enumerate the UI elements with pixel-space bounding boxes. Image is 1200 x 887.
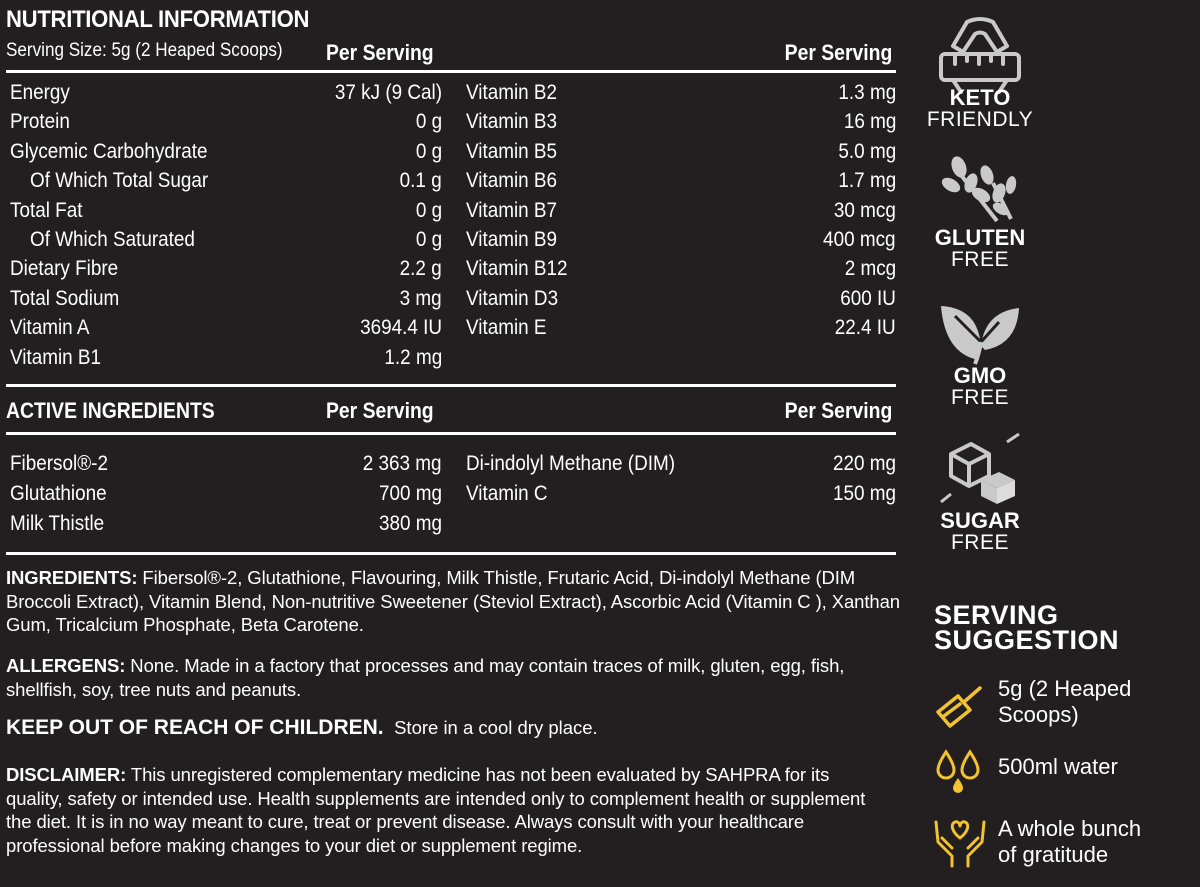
keto-label: KETO [949, 85, 1011, 110]
row-label: Total Fat [10, 198, 83, 222]
gmo-label: GMO [953, 363, 1007, 388]
nutrition-top-rule [6, 70, 896, 73]
active-right-column [466, 452, 896, 547]
serving-scoop-line1: 5g (2 Heaped [998, 676, 1132, 701]
active-bottom-rule [6, 552, 896, 555]
heart-hands-icon [930, 812, 990, 868]
gluten-sub: FREE [950, 248, 1009, 271]
table-row [466, 257, 896, 286]
row-value: 700 mg [378, 482, 442, 505]
row-value: 2.2 g [399, 257, 442, 281]
table-row [466, 287, 896, 316]
row-label: Vitamin E [466, 316, 547, 340]
row-label: Vitamin D3 [466, 286, 559, 310]
table-row [10, 110, 442, 139]
row-value: 1.3 mg [838, 81, 896, 104]
table-row [10, 512, 442, 542]
row-value: 1.7 mg [838, 169, 896, 193]
gmo-badge [905, 298, 1055, 418]
table-row [10, 316, 442, 345]
table-row [10, 140, 442, 169]
row-label: Milk Thistle [10, 512, 105, 535]
table-row [10, 482, 442, 512]
table-row [466, 452, 896, 482]
table-row [466, 316, 896, 345]
row-label: Vitamin B9 [466, 228, 558, 251]
row-label: Glycemic Carbohydrate [10, 139, 208, 163]
sugar-badge [905, 432, 1055, 552]
serving-water-line1: 500ml water [998, 754, 1118, 779]
row-value: 3694.4 IU [360, 316, 442, 340]
nutrition-bottom-rule [6, 384, 896, 387]
row-value: 2 mcg [844, 257, 896, 281]
disclaimer-text: This unregistered complementary medicine has not been evaluated by SAHPRA for its quality, safety or intended use. Health supplements are intended only to complement health or supplement the diet. It is in no way meant to cure, treat or prevent disease. Always consult with your healthcare professional before making changes to your diet or supplement regime. [6, 764, 866, 856]
nutrition-left-column [10, 81, 442, 381]
serving-size: Serving Size: 5g (2 Heaped Scoops) [6, 40, 283, 61]
allergens-label: ALLERGENS: [6, 655, 126, 676]
table-row [10, 452, 442, 482]
row-value: 16 mg [843, 110, 896, 134]
keto-measuring-tape-icon [935, 12, 1025, 96]
row-label: Glutathione [10, 482, 107, 505]
per-serving-left-header: Per Serving [326, 40, 434, 65]
row-value: 380 mg [378, 512, 442, 535]
gmo-sub: FREE [950, 386, 1009, 409]
table-row [466, 228, 896, 257]
sugar-cube-icon [937, 432, 1027, 508]
ingredients-block [6, 566, 906, 637]
table-row [466, 482, 896, 512]
row-value: 600 IU [840, 286, 896, 310]
row-value: 0 g [415, 139, 442, 163]
row-value: 37 kJ (9 Cal) [334, 81, 442, 104]
keto-badge [905, 12, 1055, 132]
row-label: Vitamin B6 [466, 169, 558, 193]
table-row [466, 199, 896, 228]
row-value: 0 g [415, 110, 442, 134]
ingredients-label: INGREDIENTS: [6, 567, 138, 588]
row-label: Vitamin B12 [466, 257, 568, 281]
table-row [10, 228, 442, 257]
row-value: 3 mg [399, 286, 442, 310]
row-label: Di-indolyl Methane (DIM) [466, 452, 676, 475]
row-value: 0 g [415, 228, 442, 251]
nutrition-right-column [466, 81, 896, 381]
row-label: Vitamin B2 [466, 81, 558, 104]
row-value: 0.1 g [399, 169, 442, 193]
row-value: 400 mcg [823, 228, 896, 251]
table-row [10, 199, 442, 228]
row-label: Of Which Saturated [30, 228, 195, 251]
serving-title-line2: SUGGESTION [934, 625, 1120, 655]
table-row [10, 257, 442, 286]
serving-gratitude-line2: of gratitude [998, 842, 1109, 867]
active-title: ACTIVE INGREDIENTS [6, 398, 215, 423]
nutrition-title: NUTRITIONAL INFORMATION [6, 6, 310, 33]
water-drops-icon [930, 736, 986, 794]
row-label: Energy [10, 81, 70, 104]
table-row [10, 287, 442, 316]
active-left-column [10, 452, 442, 547]
sugar-label: SUGAR [940, 508, 1020, 533]
active-per-serving-left: Per Serving [326, 398, 434, 423]
row-label: Fibersol®-2 [10, 452, 108, 475]
row-label: Of Which Total Sugar [30, 169, 209, 193]
active-top-rule [6, 432, 896, 435]
sugar-sub: FREE [950, 531, 1009, 554]
keep-out-label: KEEP OUT OF REACH OF CHILDREN. [6, 716, 384, 739]
serving-scoop-line2: Scoops) [998, 702, 1079, 727]
row-value: 22.4 IU [835, 316, 896, 340]
keep-out-block [6, 716, 598, 740]
serving-item-gratitude [928, 812, 1192, 872]
wheat-icon [937, 155, 1023, 225]
gluten-label: GLUTEN [934, 225, 1026, 250]
row-label: Vitamin B5 [466, 139, 558, 163]
table-row [10, 169, 442, 198]
serving-title-line1: SERVING [934, 600, 1059, 630]
row-value: 1.2 mg [384, 345, 442, 369]
keep-out-text: Store in a cool dry place. [394, 717, 598, 738]
table-row [466, 110, 896, 139]
row-label: Protein [10, 110, 70, 134]
row-value: 220 mg [832, 452, 896, 475]
ingredients-text: Fibersol®-2, Glutathione, Flavouring, Milk Thistle, Frutaric Acid, Di-indolyl Methane (DIM Broccoli Extract), Vitamin Blend, Non-nutritive Sweetener (Steviol Extract), Ascorbic Acid (Vitamin C ), Xanthan Gum, Tricalcium Phosphate, Beta Carotene. [6, 567, 900, 635]
serving-item-water [928, 748, 1192, 792]
disclaimer-block [6, 763, 886, 857]
scoop-icon [930, 682, 986, 730]
row-value: 2 363 mg [363, 452, 442, 475]
disclaimer-label: DISCLAIMER: [6, 764, 127, 785]
table-row [466, 81, 896, 110]
per-serving-right-header: Per Serving [784, 40, 892, 65]
table-row [466, 140, 896, 169]
nutrition-header-row [6, 40, 896, 68]
row-label: Vitamin C [466, 482, 548, 505]
row-value: 150 mg [832, 482, 896, 505]
row-label: Total Sodium [10, 286, 120, 310]
table-row [466, 169, 896, 198]
serving-gratitude-line1: A whole bunch [998, 816, 1142, 841]
serving-item-scoop [928, 676, 1192, 736]
row-value: 30 mcg [834, 198, 896, 222]
gluten-badge [905, 155, 1055, 275]
row-label: Dietary Fibre [10, 257, 119, 281]
serving-suggestion-title [934, 600, 1120, 655]
row-label: Vitamin B7 [466, 198, 558, 222]
row-label: Vitamin B1 [10, 345, 102, 369]
leaf-icon [935, 298, 1025, 366]
row-value: 5.0 mg [838, 139, 896, 163]
active-per-serving-right: Per Serving [784, 398, 892, 423]
row-value: 0 g [415, 198, 442, 222]
table-row [10, 81, 442, 110]
keto-sub: FRIENDLY [926, 108, 1034, 131]
row-label: Vitamin B3 [466, 110, 558, 134]
allergens-block [6, 654, 886, 701]
row-label: Vitamin A [10, 316, 90, 340]
allergens-text: None. Made in a factory that processes and may contain traces of milk, gluten, egg, fish, shellfish, soy, tree nuts and peanuts. [6, 655, 845, 700]
active-header-row [6, 398, 896, 428]
table-row [10, 346, 442, 375]
